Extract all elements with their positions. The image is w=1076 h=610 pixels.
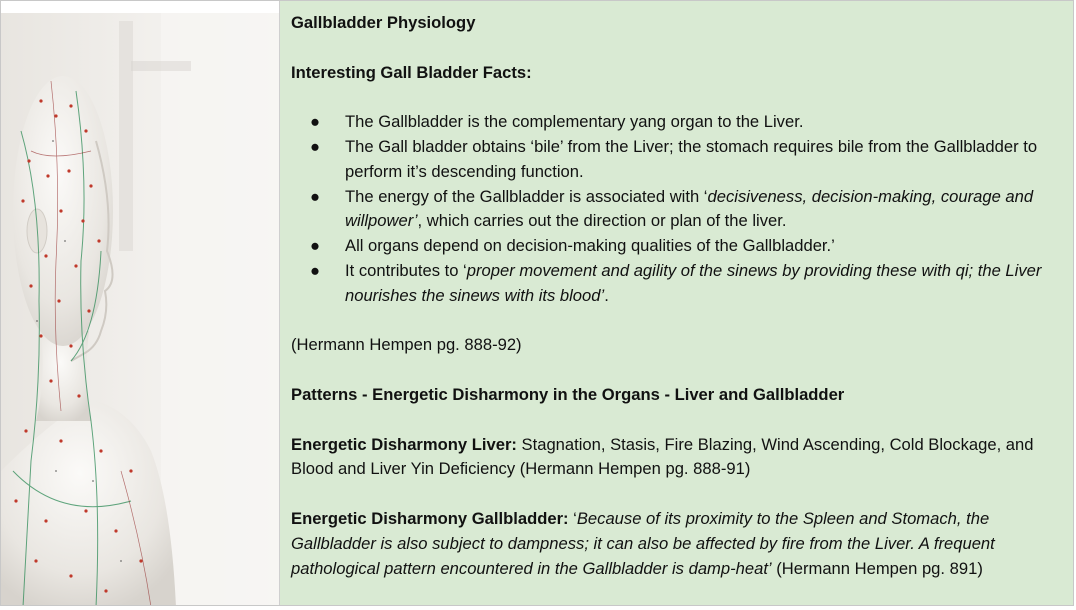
liver-disharmony-text: Stagnation, Stasis, Fire Blazing, Wind Ascending, Cold Blockage, and Blood and Liver Yin Deficiency (Hermann Hempen pg. 888-91) [291,434,1034,479]
spacer [291,309,1063,334]
bullet-icon: ● [309,236,321,256]
patterns-heading: Patterns - Energetic Disharmony in the Organs - Liver and Gallbladder [291,384,845,404]
fact-list-item [291,259,1063,309]
fact-list-item [291,135,1063,185]
liver-disharmony-paragraph [291,433,1063,483]
fact-text: All organs depend on decision-making qualities of the Gallbladder.’ [345,236,835,256]
spacer [291,408,1063,433]
bullet-icon: ● [309,112,321,132]
fact-text: It contributes to ‘ [345,260,467,280]
spacer [291,85,1063,110]
text-content [279,1,1074,606]
citation: (Hermann Hempen pg. 888-92) [291,335,522,355]
acupuncture-mannequin-illustration [1,1,279,606]
slide-title: Gallbladder Physiology [291,13,476,32]
spacer [291,358,1063,383]
facts-heading: Interesting Gall Bladder Facts: [291,62,532,82]
fact-text: , which carries out the direction or plan of the liver. [417,211,787,231]
bullet-icon: ● [309,186,321,206]
gallbladder-citation: (Hermann Hempen pg. 891) [771,558,983,578]
fact-italic-text: proper movement and agility of the sinews by providing these with qi; the Liver nourishes the sinews with its blood’ [345,260,1042,305]
fact-list-item [291,110,1063,135]
bullet-icon: ● [309,136,321,156]
gallbladder-disharmony-paragraph [291,507,1063,581]
bullet-icon: ● [309,260,321,280]
acupuncture-model-image [1,1,279,606]
gallbladder-quote-open: ‘ [568,508,577,528]
fact-text: The Gall bladder obtains ‘bile’ from the Liver; the stomach requires bile from the Gallbladder to perform it’s descending function. [345,136,1038,181]
liver-disharmony-label: Energetic Disharmony Liver: [291,434,517,454]
spacer [291,482,1063,507]
fact-list-item [291,185,1063,235]
fact-italic-text: decisiveness, decision-making, courage and willpower’ [345,186,1034,231]
gallbladder-disharmony-label: Energetic Disharmony Gallbladder: [291,508,569,528]
fact-text: . [604,285,609,305]
fact-list-item [291,234,1063,259]
spacer [291,36,1063,61]
fact-text: The energy of the Gallbladder is associated with ‘ [345,186,708,206]
facts-list [291,110,1063,308]
gallbladder-disharmony-quote: Because of its proximity to the Spleen and Stomach, the Gallbladder is also subject to dampness; it can also be affected by fire from the Liver. A frequent pathological pattern encountered in the Gallbladder is damp-heat’ [291,508,995,578]
fact-text: The Gallbladder is the complementary yang organ to the Liver. [345,112,804,132]
